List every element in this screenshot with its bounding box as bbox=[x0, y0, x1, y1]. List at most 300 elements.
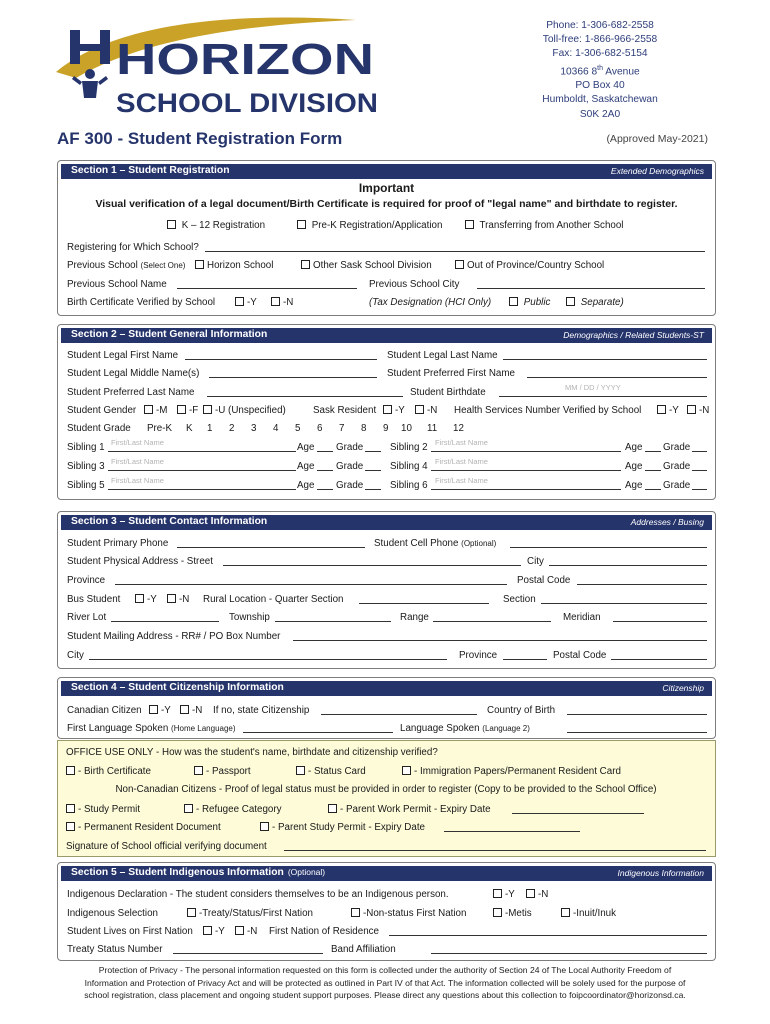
selection-label: Indigenous Selection bbox=[67, 908, 158, 919]
prev-horizon-label: Horizon School bbox=[207, 260, 274, 271]
option-prek[interactable] bbox=[297, 219, 442, 233]
header bbox=[0, 0, 770, 125]
section-1-tag: Extended Demographics bbox=[610, 166, 704, 176]
bus-yes[interactable] bbox=[135, 593, 157, 607]
legal-middle-field[interactable] bbox=[209, 367, 377, 378]
sel-nonstatus[interactable] bbox=[351, 907, 466, 921]
doc-study-permit[interactable] bbox=[66, 803, 140, 817]
cell-phone-field[interactable] bbox=[510, 537, 707, 548]
sask-no-checkbox[interactable] bbox=[415, 405, 424, 414]
lives-yes[interactable] bbox=[203, 925, 225, 939]
sel-inuit[interactable] bbox=[561, 907, 616, 921]
bus-no-checkbox[interactable] bbox=[167, 594, 176, 603]
language-row bbox=[67, 722, 707, 736]
citizen-yes[interactable] bbox=[149, 704, 171, 718]
section-5-title-text: Section 5 – Student Indigenous Information bbox=[71, 867, 284, 878]
sibling-5-grade-label: Grade bbox=[336, 480, 364, 491]
contact-phone: Phone: 1-306-682-2558 bbox=[546, 20, 654, 31]
sibling-3-age-field[interactable] bbox=[317, 460, 333, 471]
cell-phone-label bbox=[374, 537, 496, 551]
logo-word-school-division: SCHOOL DIVISION bbox=[116, 88, 378, 118]
section-5-tag: Indigenous Information bbox=[617, 868, 704, 878]
first-language-text: First Language Spoken bbox=[67, 723, 169, 734]
section-4-header bbox=[61, 681, 712, 696]
office-question: OFFICE USE ONLY - How was the student's name, birthdate and citizenship verified? bbox=[66, 747, 438, 758]
canadian-citizen-label: Canadian Citizen bbox=[67, 705, 142, 716]
primary-phone-label: Student Primary Phone bbox=[67, 538, 169, 549]
bus-no[interactable] bbox=[167, 593, 189, 607]
prev-out-label: Out of Province/Country School bbox=[467, 260, 605, 271]
refugee-label: - Refugee Category bbox=[196, 804, 282, 815]
privacy-line-2: Information and Protection of Privacy Act and will be protected as outlined in Part IV of that Act. The information collected will be solely used for the purpose of bbox=[84, 977, 686, 988]
township-field[interactable] bbox=[275, 611, 391, 622]
privacy-line-3: school registration, class placement and ongoing student support purposes. Please direct any questions about this collection to foipcoordinator@horizonsd.ca. bbox=[84, 990, 686, 1001]
office-noncanadian-row bbox=[66, 783, 706, 797]
gender-f[interactable] bbox=[177, 404, 198, 418]
gender-u-label: -U (Unspecified) bbox=[215, 405, 286, 416]
grade-option[interactable]: 6 bbox=[317, 423, 323, 434]
birth-verified-yes[interactable] bbox=[235, 296, 257, 310]
gender-u[interactable] bbox=[203, 404, 286, 418]
tax-separate-checkbox[interactable] bbox=[566, 297, 575, 306]
sibling-3-hint: First/Last Name bbox=[111, 457, 164, 466]
grade-option[interactable]: 4 bbox=[273, 423, 279, 434]
birthdate-label: Student Birthdate bbox=[410, 387, 486, 398]
prek-label: Pre-K Registration/Application bbox=[311, 220, 443, 231]
province-field[interactable] bbox=[115, 574, 507, 585]
mailing-address-field[interactable] bbox=[293, 630, 707, 641]
province-label: Province bbox=[67, 575, 106, 586]
select-one-hint: (Select One) bbox=[140, 261, 186, 270]
parent-work-expiry-field[interactable] bbox=[512, 803, 644, 814]
river-lot-row bbox=[67, 611, 707, 625]
contact-block bbox=[500, 19, 700, 122]
option-prev-out[interactable] bbox=[455, 259, 604, 273]
birth-verified-row bbox=[67, 296, 707, 310]
tax-public[interactable] bbox=[509, 296, 550, 310]
sibling-3-grade-label: Grade bbox=[336, 461, 364, 472]
sibling-row-3 bbox=[67, 476, 707, 493]
sibling-4-hint: First/Last Name bbox=[435, 457, 488, 466]
gender-label: Student Gender bbox=[67, 405, 137, 416]
sibling-5-age-label: Age bbox=[297, 480, 315, 491]
horizon-logo-graphic bbox=[56, 12, 386, 120]
doc-parent-study[interactable] bbox=[260, 821, 425, 835]
home-language-hint: (Home Language) bbox=[171, 724, 236, 733]
grade-option[interactable]: 12 bbox=[453, 423, 464, 434]
pref-last-field[interactable] bbox=[207, 386, 403, 397]
sibling-6-hint: First/Last Name bbox=[435, 476, 488, 485]
rural-location-label: Rural Location - Quarter Section bbox=[203, 594, 344, 605]
grade-option[interactable]: 2 bbox=[229, 423, 235, 434]
contact-fax: Fax: 1-306-682-5154 bbox=[552, 48, 648, 60]
birth-verified-yes-checkbox[interactable] bbox=[235, 297, 244, 306]
form-title: AF 300 - Student Registration Form bbox=[57, 129, 343, 148]
mailing-postal-label: Postal Code bbox=[553, 650, 607, 661]
health-no[interactable] bbox=[687, 404, 709, 418]
privacy-notice bbox=[40, 964, 730, 1002]
tax-separate-label: Separate) bbox=[580, 297, 624, 308]
lives-yes-label: -Y bbox=[215, 926, 225, 937]
prek-checkbox[interactable] bbox=[297, 220, 306, 229]
birth-verified-yes-label: -Y bbox=[247, 297, 257, 308]
grade-row bbox=[67, 422, 707, 436]
birth-cert-checkbox[interactable] bbox=[66, 766, 75, 775]
section-1-header bbox=[61, 164, 712, 179]
mailing-address-label: Student Mailing Address - RR# / PO Box Number bbox=[67, 631, 281, 642]
important-heading: Important bbox=[358, 181, 415, 195]
gender-row bbox=[67, 404, 710, 418]
language-spoken-text: Language Spoken bbox=[400, 723, 480, 734]
parent-study-expiry-field[interactable] bbox=[444, 821, 580, 832]
sibling-5-label: Sibling 5 bbox=[67, 480, 105, 491]
doc-permanent[interactable] bbox=[66, 821, 221, 835]
sask-yes-checkbox[interactable] bbox=[383, 405, 392, 414]
phone-row bbox=[67, 537, 707, 551]
k12-checkbox[interactable] bbox=[167, 220, 176, 229]
township-label: Township bbox=[229, 612, 270, 623]
sibling-3-age-label: Age bbox=[297, 461, 315, 472]
legal-middle-label: Student Legal Middle Name(s) bbox=[67, 368, 200, 379]
gender-f-label: -F bbox=[189, 405, 199, 416]
citizen-no-label: -N bbox=[192, 705, 203, 716]
bus-yes-checkbox[interactable] bbox=[135, 594, 144, 603]
declaration-yes-label: -Y bbox=[505, 889, 515, 900]
option-transfer[interactable] bbox=[465, 219, 623, 233]
physical-address-row bbox=[67, 555, 707, 569]
citizen-row bbox=[67, 704, 707, 718]
which-school-row bbox=[67, 241, 707, 255]
doc-refugee[interactable] bbox=[184, 803, 282, 817]
grade-option[interactable]: K bbox=[186, 423, 193, 434]
previous-school-city-field[interactable] bbox=[477, 278, 705, 289]
grade-label: Student Grade bbox=[67, 423, 131, 434]
option-prev-horizon[interactable] bbox=[195, 259, 273, 273]
country-birth-label: Country of Birth bbox=[487, 705, 556, 716]
sibling-5-hint: First/Last Name bbox=[111, 476, 164, 485]
office-permits-row bbox=[66, 803, 706, 817]
health-yes-checkbox[interactable] bbox=[657, 405, 666, 414]
lives-no-label: -N bbox=[247, 926, 258, 937]
doc-passport[interactable] bbox=[194, 765, 251, 779]
first-language-field[interactable] bbox=[243, 722, 393, 733]
pref-last-row bbox=[67, 383, 707, 400]
noncanadian-notice: Non-Canadian Citizens - Proof of legal status must be provided in order to register (Copy to be provided to the School Office) bbox=[115, 784, 657, 795]
sask-yes[interactable] bbox=[383, 404, 405, 418]
meridian-field[interactable] bbox=[613, 611, 707, 622]
range-field[interactable] bbox=[433, 611, 551, 622]
section-2-title: Section 2 – Student General Information bbox=[71, 329, 268, 340]
status-card-label: - Status Card bbox=[308, 766, 366, 777]
declaration-row bbox=[67, 888, 707, 902]
pref-first-field[interactable] bbox=[527, 367, 707, 378]
section-4-citizenship bbox=[57, 677, 716, 739]
lives-on-fn-label: Student Lives on First Nation bbox=[67, 926, 193, 937]
office-docs-row bbox=[66, 765, 706, 779]
status-card-checkbox[interactable] bbox=[296, 766, 305, 775]
street-number: 10366 8 bbox=[560, 66, 598, 77]
section-2-general bbox=[57, 324, 716, 500]
grade-option[interactable]: 8 bbox=[361, 423, 367, 434]
fn-residence-label: First Nation of Residence bbox=[269, 926, 379, 937]
mailing-row bbox=[67, 630, 707, 644]
sask-no[interactable] bbox=[415, 404, 437, 418]
privacy-line-1: Protection of Privacy - The personal information requested on this form is collected under the authority of Section 24 of The Local Authority Freedom of bbox=[98, 965, 672, 975]
sibling-5-grade-field[interactable] bbox=[365, 479, 381, 490]
mailing-city-row bbox=[67, 649, 707, 663]
lives-no-checkbox[interactable] bbox=[235, 926, 244, 935]
sibling-3-grade-field[interactable] bbox=[365, 460, 381, 471]
gender-f-checkbox[interactable] bbox=[177, 405, 186, 414]
previous-school-name-row bbox=[67, 278, 707, 292]
permanent-label: - Permanent Resident Document bbox=[78, 822, 221, 833]
prev-out-checkbox[interactable] bbox=[455, 260, 464, 269]
legal-first-field[interactable] bbox=[185, 349, 377, 360]
citizen-no[interactable] bbox=[180, 704, 202, 718]
sibling-2-age-field[interactable] bbox=[645, 441, 661, 452]
doc-immigration[interactable] bbox=[402, 765, 621, 779]
which-school-field[interactable] bbox=[205, 241, 705, 252]
province-row bbox=[67, 574, 707, 588]
cell-phone-text: Student Cell Phone bbox=[374, 538, 459, 549]
bus-student-label: Bus Student bbox=[67, 594, 121, 605]
legal-last-field[interactable] bbox=[503, 349, 707, 360]
grade-option[interactable]: 11 bbox=[427, 423, 438, 434]
contact-city: Humboldt, Saskatchewan bbox=[542, 94, 658, 106]
legal-name-row bbox=[67, 349, 707, 363]
birth-verified-no-checkbox[interactable] bbox=[271, 297, 280, 306]
section-3-tag: Addresses / Busing bbox=[630, 517, 704, 527]
permanent-checkbox[interactable] bbox=[66, 822, 75, 831]
sibling-1-grade-field[interactable] bbox=[365, 441, 381, 452]
language-spoken-label bbox=[400, 722, 530, 736]
country-birth-field[interactable] bbox=[567, 704, 707, 715]
parent-work-checkbox[interactable] bbox=[328, 804, 337, 813]
mailing-province-label: Province bbox=[459, 650, 498, 661]
declaration-no[interactable] bbox=[526, 888, 548, 902]
sibling-6-grade-field[interactable] bbox=[692, 479, 707, 490]
parent-work-label: - Parent Work Permit - Expiry Date bbox=[340, 804, 491, 815]
grade-option[interactable]: 3 bbox=[251, 423, 257, 434]
grade-option[interactable]: 10 bbox=[401, 423, 412, 434]
tax-public-checkbox[interactable] bbox=[509, 297, 518, 306]
sibling-4-age-field[interactable] bbox=[645, 460, 661, 471]
birth-verified-no-label: -N bbox=[283, 297, 294, 308]
doc-parent-work[interactable] bbox=[328, 803, 491, 817]
declaration-no-label: -N bbox=[538, 889, 549, 900]
sibling-3-label: Sibling 3 bbox=[67, 461, 105, 472]
transfer-checkbox[interactable] bbox=[465, 220, 474, 229]
section-5-indigenous bbox=[57, 862, 716, 961]
sibling-6-age-field[interactable] bbox=[645, 479, 661, 490]
lives-yes-checkbox[interactable] bbox=[203, 926, 212, 935]
middle-name-row bbox=[67, 367, 707, 381]
band-affiliation-label: Band Affiliation bbox=[331, 944, 396, 955]
prev-other-sask-checkbox[interactable] bbox=[301, 260, 310, 269]
sibling-2-age-label: Age bbox=[625, 442, 643, 453]
primary-phone-field[interactable] bbox=[177, 537, 365, 548]
physical-address-label: Student Physical Address - Street bbox=[67, 556, 213, 567]
nonstatus-label: -Non-status First Nation bbox=[363, 908, 467, 919]
health-yes[interactable] bbox=[657, 404, 679, 418]
section-3-contact bbox=[57, 511, 716, 669]
signature-label: Signature of School official verifying document bbox=[66, 841, 267, 852]
sibling-1-age-label: Age bbox=[297, 442, 315, 453]
grade-option[interactable]: 1 bbox=[207, 423, 213, 434]
rural-location-field[interactable] bbox=[359, 593, 489, 604]
section-5-optional: (Optional) bbox=[287, 867, 326, 877]
sibling-6-grade-label: Grade bbox=[663, 480, 691, 491]
citizen-no-checkbox[interactable] bbox=[180, 705, 189, 714]
physical-address-field[interactable] bbox=[223, 555, 521, 566]
bus-no-label: -N bbox=[179, 594, 190, 605]
treaty-number-row bbox=[67, 943, 707, 957]
declaration-yes[interactable] bbox=[493, 888, 515, 902]
section-3-title: Section 3 – Student Contact Information bbox=[71, 516, 268, 527]
sask-resident-label: Sask Resident bbox=[313, 405, 377, 416]
previous-school-label bbox=[67, 259, 185, 273]
citizen-yes-checkbox[interactable] bbox=[149, 705, 158, 714]
river-lot-field[interactable] bbox=[111, 611, 219, 622]
fn-residence-field[interactable] bbox=[389, 925, 707, 936]
prev-other-sask-label: Other Sask School Division bbox=[313, 260, 432, 271]
sask-no-label: -N bbox=[427, 405, 438, 416]
sibling-2-grade-label: Grade bbox=[663, 442, 691, 453]
nonstatus-checkbox[interactable] bbox=[351, 908, 360, 917]
treaty-number-field[interactable] bbox=[173, 943, 323, 954]
gender-u-checkbox[interactable] bbox=[203, 405, 212, 414]
grade-option[interactable]: Pre-K bbox=[147, 423, 173, 434]
mailing-province-field[interactable] bbox=[503, 649, 547, 660]
health-verified-label: Health Services Number Verified by School bbox=[454, 405, 642, 416]
logo-word-horizon: HORIZON bbox=[116, 35, 374, 84]
sel-metis[interactable] bbox=[493, 907, 532, 921]
section-2-header bbox=[61, 328, 712, 343]
language-2-hint: (Language 2) bbox=[482, 724, 530, 733]
bus-yes-label: -Y bbox=[147, 594, 157, 605]
sibling-1-hint: First/Last Name bbox=[111, 438, 164, 447]
section-2-tag: Demographics / Related Students-ST bbox=[563, 330, 704, 340]
refugee-checkbox[interactable] bbox=[184, 804, 193, 813]
immigration-label: - Immigration Papers/Permanent Resident Card bbox=[414, 766, 621, 777]
range-label: Range bbox=[400, 612, 429, 623]
previous-school-name-field[interactable] bbox=[177, 278, 357, 289]
city-field[interactable] bbox=[549, 555, 707, 566]
sibling-4-grade-label: Grade bbox=[663, 461, 691, 472]
sibling-row-1 bbox=[67, 438, 707, 455]
declaration-yes-checkbox[interactable] bbox=[493, 889, 502, 898]
postal-code-field[interactable] bbox=[577, 574, 707, 585]
sibling-2-label: Sibling 2 bbox=[390, 442, 428, 453]
city-label: City bbox=[527, 556, 544, 567]
grade-option[interactable]: 9 bbox=[383, 423, 389, 434]
section-field[interactable] bbox=[541, 593, 707, 604]
gender-m[interactable] bbox=[144, 404, 167, 418]
birthdate-hint: MM / DD / YYYY bbox=[565, 383, 621, 392]
pref-first-label: Student Preferred First Name bbox=[387, 368, 515, 379]
section-4-tag: Citizenship bbox=[662, 683, 704, 693]
gender-m-label: -M bbox=[156, 405, 168, 416]
cell-phone-optional: (Optional) bbox=[461, 539, 497, 548]
inuit-checkbox[interactable] bbox=[561, 908, 570, 917]
sibling-1-age-field[interactable] bbox=[317, 441, 333, 452]
postal-code-label: Postal Code bbox=[517, 575, 571, 586]
pref-last-label: Student Preferred Last Name bbox=[67, 387, 195, 398]
sibling-5-age-field[interactable] bbox=[317, 479, 333, 490]
signature-field[interactable] bbox=[284, 840, 706, 851]
declaration-no-checkbox[interactable] bbox=[526, 889, 535, 898]
sibling-4-grade-field[interactable] bbox=[692, 460, 707, 471]
verification-notice: Visual verification of a legal document/Birth Certificate is required for proof of "legal name" and birthdate to register. bbox=[95, 198, 678, 210]
prev-horizon-checkbox[interactable] bbox=[195, 260, 204, 269]
health-no-checkbox[interactable] bbox=[687, 405, 696, 414]
section-1-registration bbox=[57, 160, 716, 316]
sibling-4-age-label: Age bbox=[625, 461, 643, 472]
mailing-city-field[interactable] bbox=[89, 649, 447, 660]
bus-row bbox=[67, 593, 707, 607]
option-prev-other-sask[interactable] bbox=[301, 259, 432, 273]
citizen-yes-label: -Y bbox=[161, 705, 171, 716]
first-language-label bbox=[67, 722, 236, 736]
lives-no[interactable] bbox=[235, 925, 257, 939]
which-school-label: Registering for Which School? bbox=[67, 242, 199, 253]
declaration-label: Indigenous Declaration - The student considers themselves to be an Indigenous person. bbox=[67, 889, 449, 900]
band-affiliation-field[interactable] bbox=[431, 943, 707, 954]
mailing-postal-field[interactable] bbox=[611, 649, 707, 660]
grade-option[interactable]: 7 bbox=[339, 423, 345, 434]
treaty-label: -Treaty/Status/First Nation bbox=[199, 908, 313, 919]
language-spoken-field[interactable] bbox=[567, 722, 707, 733]
sibling-1-label: Sibling 1 bbox=[67, 442, 105, 453]
birth-verified-no[interactable] bbox=[271, 296, 293, 310]
metis-checkbox[interactable] bbox=[493, 908, 502, 917]
office-permanent-row bbox=[66, 821, 706, 835]
doc-birth-cert[interactable] bbox=[66, 765, 151, 779]
inuit-label: -Inuit/Inuk bbox=[573, 908, 617, 919]
grade-option[interactable]: 5 bbox=[295, 423, 301, 434]
state-citizenship-field[interactable] bbox=[321, 704, 477, 715]
sel-treaty[interactable] bbox=[187, 907, 313, 921]
contact-street bbox=[500, 62, 700, 80]
tax-separate[interactable] bbox=[566, 296, 624, 310]
lives-row bbox=[67, 925, 707, 939]
doc-status-card[interactable] bbox=[296, 765, 366, 779]
sibling-2-hint: First/Last Name bbox=[435, 438, 488, 447]
treaty-checkbox[interactable] bbox=[187, 908, 196, 917]
previous-school-name-label: Previous School Name bbox=[67, 279, 167, 290]
parent-study-checkbox[interactable] bbox=[260, 822, 269, 831]
contact-pobox: PO Box 40 bbox=[575, 80, 625, 92]
section-5-title bbox=[71, 867, 325, 878]
option-k12[interactable] bbox=[167, 219, 265, 233]
treaty-number-label: Treaty Status Number bbox=[67, 944, 163, 955]
passport-checkbox[interactable] bbox=[194, 766, 203, 775]
transfer-label: Transferring from Another School bbox=[479, 220, 624, 231]
health-yes-label: -Y bbox=[669, 405, 679, 416]
gender-m-checkbox[interactable] bbox=[144, 405, 153, 414]
section-label: Section bbox=[503, 594, 536, 605]
approved-date: (Approved May-2021) bbox=[606, 133, 708, 145]
immigration-checkbox[interactable] bbox=[402, 766, 411, 775]
previous-school-row bbox=[67, 259, 707, 273]
study-permit-checkbox[interactable] bbox=[66, 804, 75, 813]
sibling-2-grade-field[interactable] bbox=[692, 441, 707, 452]
k12-label: K – 12 Registration bbox=[181, 220, 266, 231]
street-name: Avenue bbox=[603, 66, 640, 77]
health-no-label: -N bbox=[699, 405, 710, 416]
sibling-row-2 bbox=[67, 457, 707, 474]
state-citizenship-label: If no, state Citizenship bbox=[213, 705, 310, 716]
